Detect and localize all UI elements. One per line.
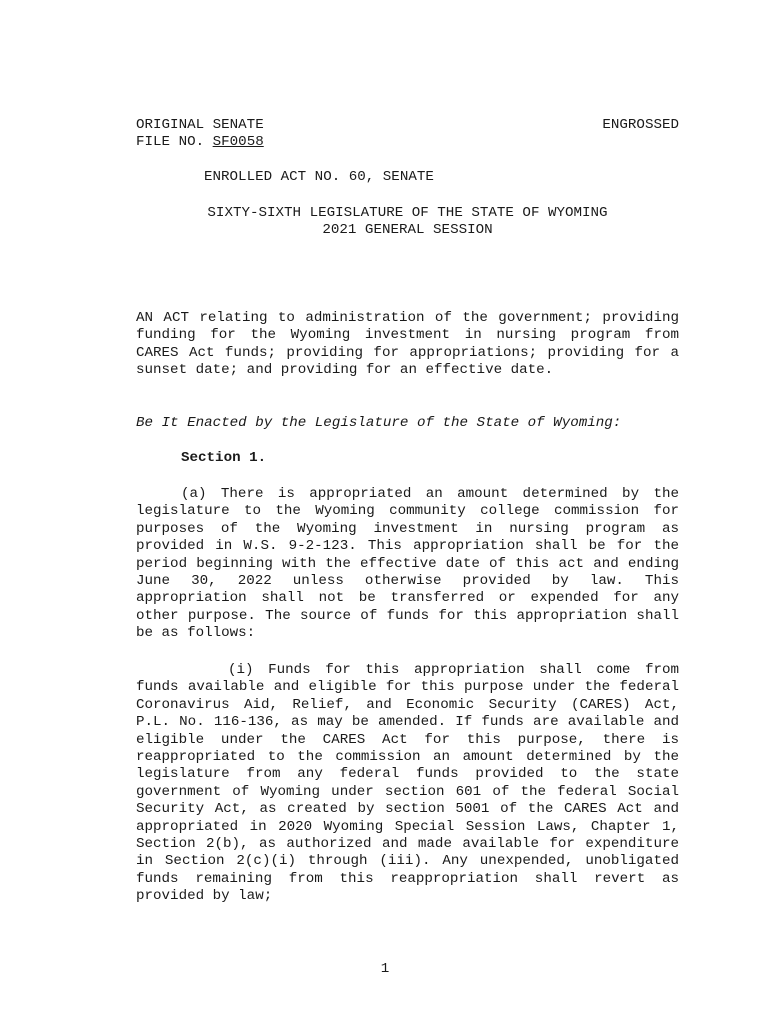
legislature-line: SIXTY-SIXTH LEGISLATURE OF THE STATE OF WYOMING <box>207 205 608 221</box>
session-line: 2021 GENERAL SESSION <box>322 222 493 239</box>
file-no-value: SF0058 <box>212 134 264 151</box>
section-heading: Section 1. <box>181 450 267 466</box>
paragraph-i: (i) Funds for this appropriation shall come from funds available and eligible for this purpose under the federal Coronavirus Aid, Relief, and Economic Security (CARES) Act, P.L. No. 116-136, as may be amended. If funds are available and eligible under the CARES Act for this purpose, there is reappropriated to the commission an amount determined by the legislature from any federal funds provided to the state government of Wyoming under section 601 of the federal Social Security Act, as created by section 5001 of the CARES Act and appropriated in 2020 Wyoming Special Session Laws, Chapter 1, Section 2(b), as authorized and made available for expenditure in Section 2(c)(i) through (iii). Any unexpended, unobligated funds remaining from this reappropriation shall revert as provided by law; <box>136 662 679 905</box>
act-title: AN ACT relating to administration of the government; providing funding for the Wyoming investment in nursing program from CARES Act funds; providing for appropriations; providing for a sunset date; and providing for an effective date. <box>136 310 679 379</box>
enrolled-act-number: ENROLLED ACT NO. 60, SENATE <box>204 169 434 185</box>
enacting-clause: Be It Enacted by the Legislature of the State of Wyoming: <box>136 415 622 431</box>
legislature-heading <box>136 205 679 240</box>
subsection-a: (a) There is appropriated an amount determined by the legislature to the Wyoming community college commission for purposes of the Wyoming investment in nursing program as provided in W.S. 9-2-123. This appropriation shall be for the period beginning with the effective date of this act and ending June 30, 2022 unless otherwise provided by law. This appropriation shall not be transferred or expended for any other purpose. The source of funds for this appropriation shall be as follows: <box>136 486 679 642</box>
page-number: 1 <box>380 961 390 977</box>
file-number-line <box>136 134 264 151</box>
engrossed-status: ENGROSSED <box>602 117 679 133</box>
file-no-label: FILE NO. <box>136 134 205 151</box>
file-info <box>136 117 264 152</box>
original-senate-label: ORIGINAL SENATE <box>136 117 264 133</box>
